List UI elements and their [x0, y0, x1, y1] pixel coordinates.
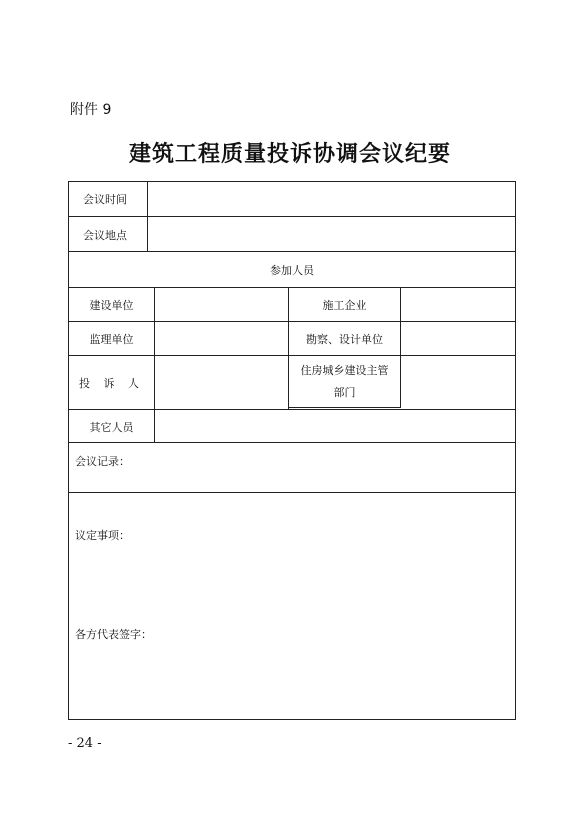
complainant-label: 投 诉 人: [69, 356, 155, 410]
housing-dept-label: [289, 356, 401, 408]
attendees-header: 参加人员: [270, 264, 314, 277]
construction-unit-field[interactable]: [155, 288, 289, 322]
survey-design-field[interactable]: [401, 322, 515, 356]
others-label: 其它人员: [69, 410, 155, 443]
row-others: [69, 409, 515, 443]
meeting-time-label: 会议时间: [69, 182, 148, 216]
row-complainant-housing: [69, 355, 515, 410]
contractor-field[interactable]: [401, 288, 515, 322]
row-meeting-time: [69, 182, 515, 216]
meeting-place-field[interactable]: [148, 217, 515, 252]
page-number: - 24 -: [68, 736, 102, 751]
row-meeting-minutes: [69, 442, 515, 493]
supervision-unit-label: 监理单位: [69, 322, 155, 356]
row-meeting-place: [69, 216, 515, 252]
attachment-label: 附件 9: [70, 102, 112, 118]
housing-dept-label-line2: 部门: [333, 385, 356, 399]
housing-dept-field[interactable]: [401, 356, 515, 410]
contractor-label: 施工企业: [289, 288, 401, 322]
resolutions-label: 议定事项：: [75, 529, 130, 542]
housing-dept-label-line1: 住房城乡建设主管: [300, 363, 389, 377]
complainant-field[interactable]: [155, 356, 289, 410]
supervision-unit-field[interactable]: [155, 322, 289, 356]
minutes-label: 会议记录：: [75, 455, 130, 468]
row-construction-contractor: [69, 287, 515, 322]
meeting-place-label: 会议地点: [69, 217, 148, 252]
signatures-label: 各方代表签字：: [75, 628, 152, 641]
row-supervision-design: [69, 321, 515, 356]
construction-unit-label: 建设单位: [69, 288, 155, 322]
row-resolutions-signatures: [69, 492, 515, 719]
meeting-time-field[interactable]: [148, 182, 515, 216]
row-attendees-header: [69, 251, 515, 288]
others-field[interactable]: [155, 410, 515, 443]
page-title: 建筑工程质量投诉协调会议纪要: [128, 141, 451, 167]
meeting-minutes-form: [68, 181, 516, 720]
survey-design-label: 勘察、设计单位: [289, 322, 401, 356]
